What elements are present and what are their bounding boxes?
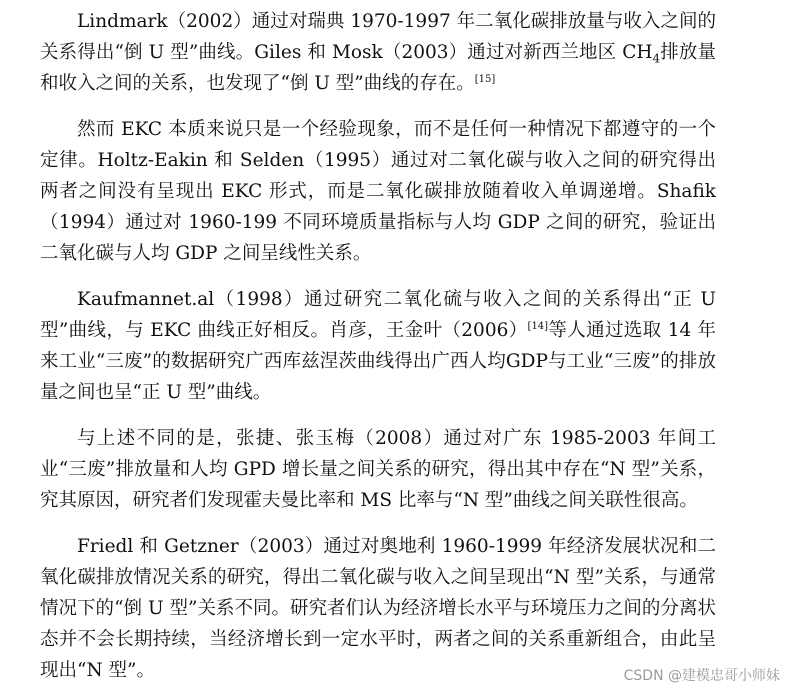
paragraph-5: Friedl 和 Getzner（2003）通过对奥地利 1960-1999 年经济发展状况和二氧化碳排放情况关系的研究，得出二氧化碳与收入之间呈现出“N 型”关系，与通常情况下的“倒 U 型”关系不同。研究者们认为经济增长水平与环境压力之间的分离状态并不会长期持续，当经济增长到一定水平时，两者之间的关系重新组合，由此呈现出“N 型”。: [40, 536, 716, 681]
document-body: [40, 0, 716, 686]
paragraph-1: [40, 6, 716, 99]
paragraph-2: 然而 EKC 本质来说只是一个经验现象，而不是任何一种情况下都遵守的一个定律。Holtz-Eakin 和 Selden（1995）通过对二氧化碳与收入之间的研究得出两者之间没有呈现出 EKC 形式，而是二氧化碳排放随着收入单调递增。Shafik（1994）通过对 1960-199 不同环境质量指标与人均 GDP 之间的研究，验证出二氧化碳与人均 GDP 之间呈线性关系。: [40, 119, 716, 264]
subscript-4: 4: [652, 51, 661, 66]
paragraph-3-text-a: Kaufmannet.al（1998）通过研究二氧化硫与收入之间的关系得出“正 U 型”曲线，与 EKC 曲线正好相反。肖彦，王金叶（2006）: [40, 289, 716, 341]
citation-15: [15]: [474, 73, 496, 85]
paragraph-3-text-b: 等人通过选取 14 年来工业“三废”的数据研究广西库兹涅茨曲线得出广西人均GDP与工业“三废”的排放量之间也呈“正 U 型”曲线。: [40, 320, 716, 403]
paragraph-4: 与上述不同的是，张捷、张玉梅（2008）通过对广东 1985-2003 年间工业“三废”排放量和人均 GPD 增长量之间关系的研究，得出其中存在“N 型”关系，究其原因，研究者们发现霍夫曼比率和 MS 比率与“N 型”曲线之间关联性很高。: [40, 428, 716, 511]
paragraph-3: [40, 284, 716, 408]
paragraph-1-text-b: 排放量和收入之间的关系，也发现了“倒 U 型”曲线的存在。: [40, 42, 716, 94]
paragraph-1-text-a: Lindmark（2002）通过对瑞典 1970-1997 年二氧化碳排放量与收入之间的关系得出“倒 U 型”曲线。Giles 和 Mosk（2003）通过对新西兰地区 CH: [40, 11, 716, 63]
citation-14: [14]: [527, 320, 549, 332]
csdn-watermark: CSDN @建模忠哥小师妹: [623, 668, 780, 684]
